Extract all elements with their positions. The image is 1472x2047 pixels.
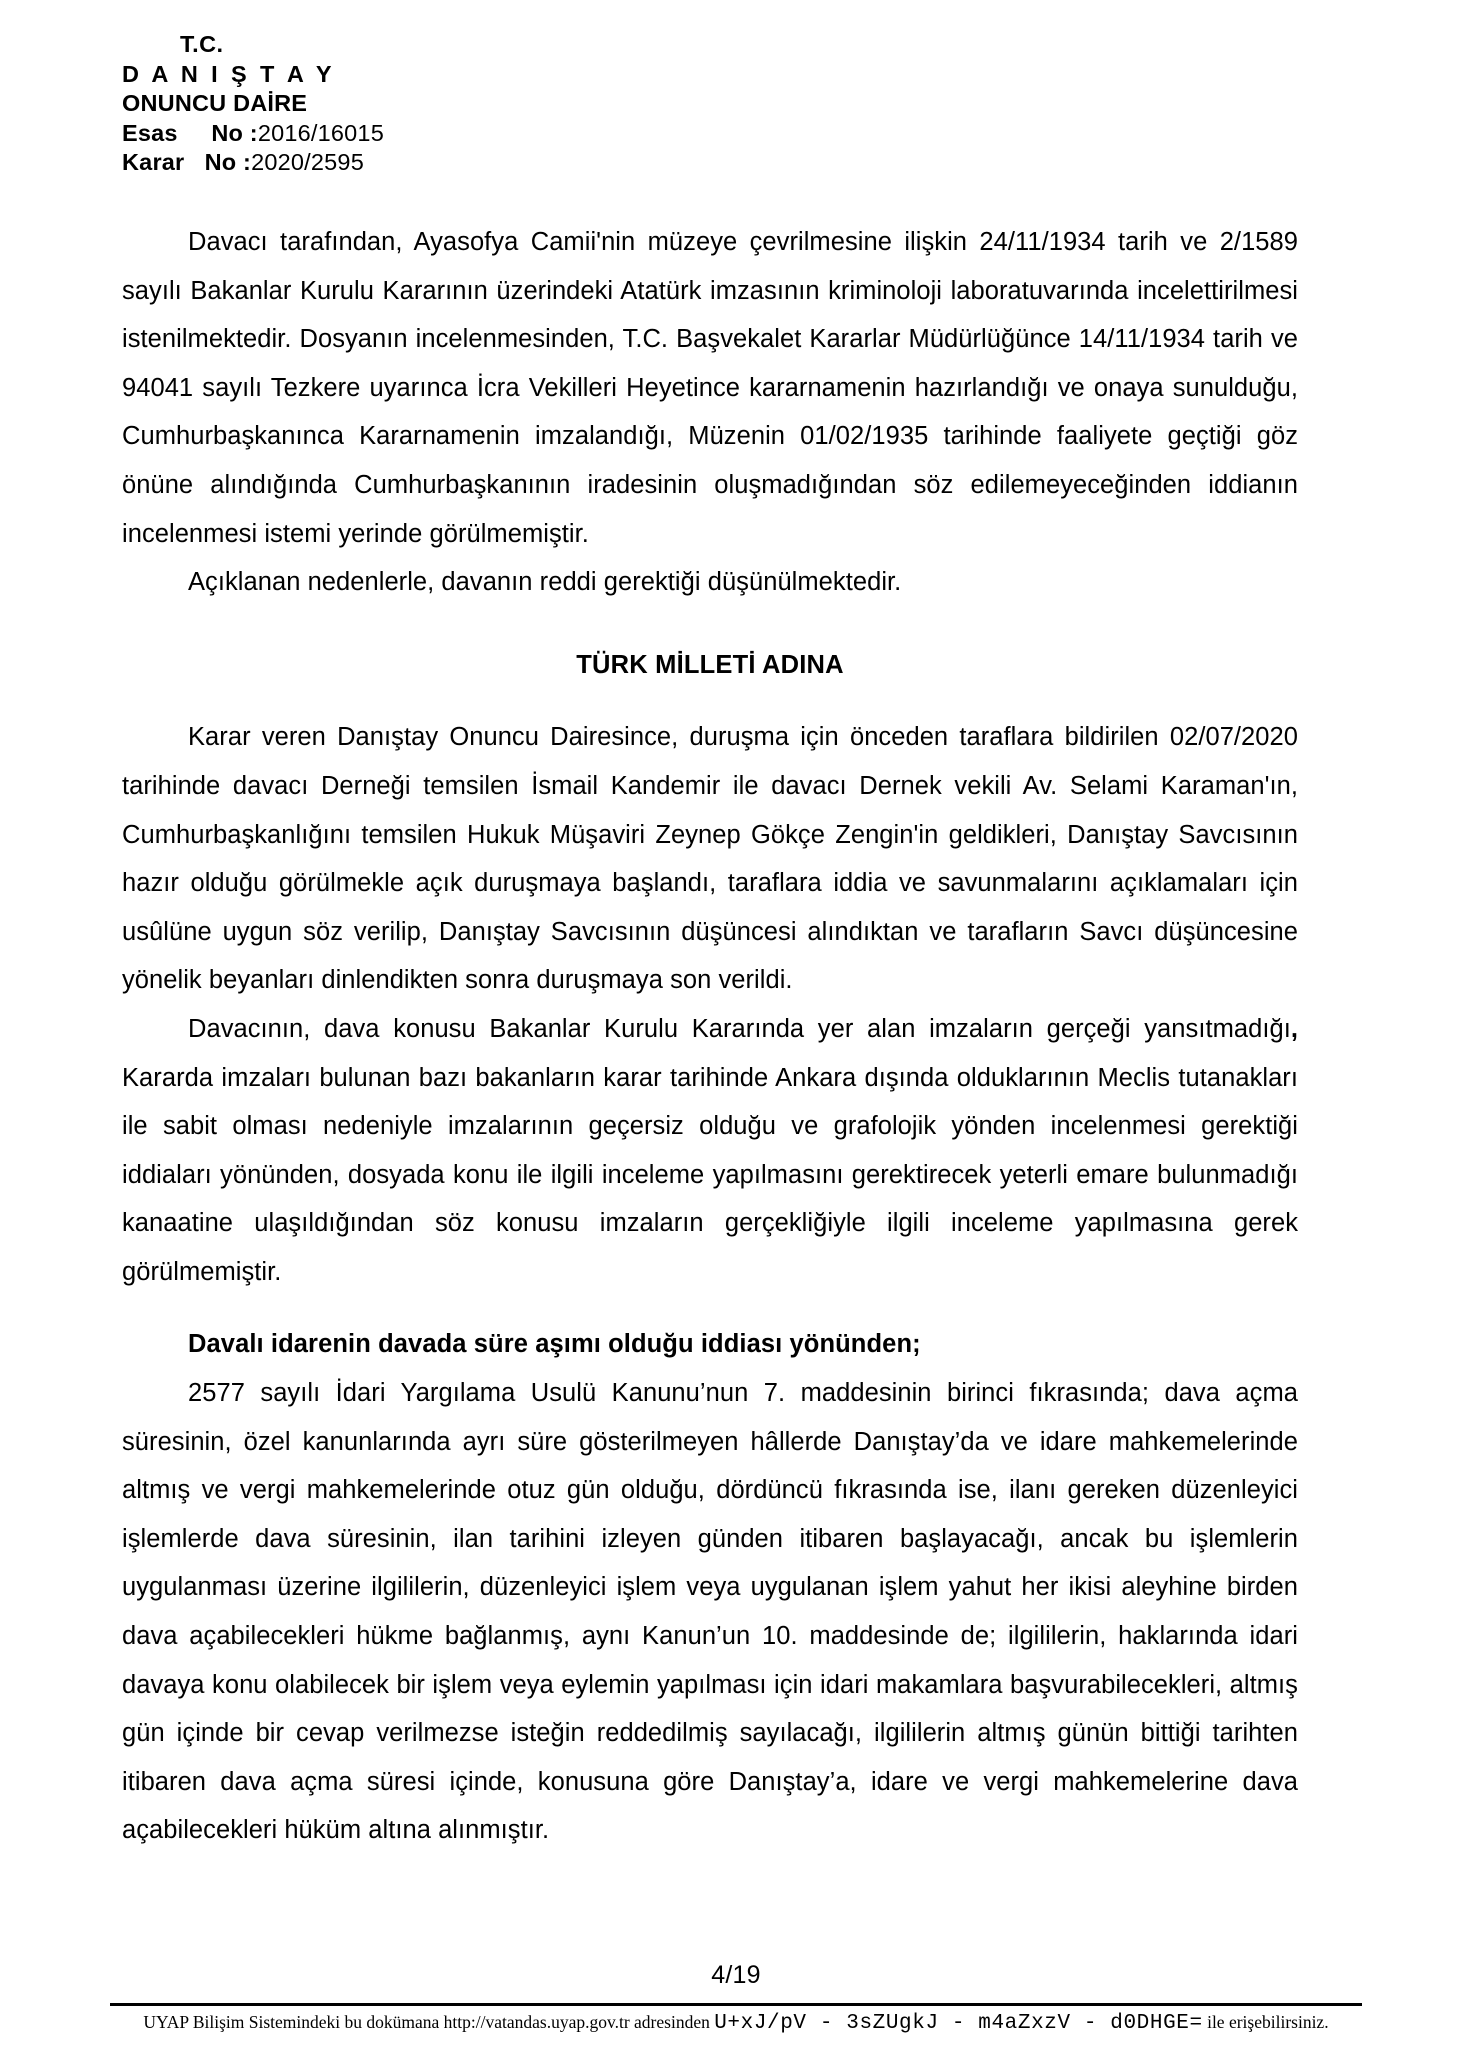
- paragraph-conclusion-request: Açıklanan nedenlerle, davanın reddi gerektiği düşünülmektedir.: [188, 568, 902, 597]
- header-chamber-name: ONUNCU DAİRE: [122, 90, 308, 116]
- spacer-after-heading: [122, 689, 1298, 713]
- paragraph-law-2577-explanation: 2577 sayılı İdari Yargılama Usulü Kanunu’nun 7. maddesinin birinci fıkrasında; dava açma süresinin, özel kanunlarında ayrı süre gösterilmeyen hâllerde Danıştay’da ve idare mahkemelerinde altmış ve vergi mahkemelerinde otuz gün olduğu, dördüncü fıkrasında ise, ilanı gereken düzenleyici işlemlerde dava süresinin, ilan tarihini izleyen günden itibaren başlayacağı, ancak bu işlemlerin uygulanması üzerine ilgililerin, düzenleyici işlem veya uygulanan işlem yahut her ikisi aleyhine birden dava açabilecekleri hükme bağlanmış, aynı Kanun’un 10. maddesinde de; ilgililerin, haklarında idari davaya konu olabilecek bir işlem veya eylemin yapılması için idari makamlara başvurabilecekleri, altmış gün içinde bir cevap verilmezse isteğin reddedilmiş sayılacağı, ilgililerin altmış günün bittiği tarihten itibaren dava açma süresi içinde, konusuna göre Danıştay’a, idare ve vergi mahkemelerine dava açabilecekleri hüküm altına alınmıştır.: [122, 1379, 1298, 1845]
- document-body: [122, 218, 1298, 1855]
- document-header: [122, 30, 742, 178]
- signature-claims-part-2: Kararda imzaları bulunan bazı bakanların karar tarihinde Ankara dışında olduklarının Meclis tutanakları ile sabit olması nedeniyle imzalarının geçersiz olduğu ve grafolojik yönden incelenmesi gerektiği iddiaları yönünden, dosyada konu ile ilgili inceleme yapılmasını gerektirecek yeterli emare bulunmadığı kanaatine ulaşıldığından söz konusu imzaların gerçekliğiyle ilgili inceleme yapılmasına gerek görülmemiştir.: [122, 1063, 1298, 1286]
- esas-number: 2016/16015: [257, 119, 384, 146]
- header-republic: T.C.: [180, 31, 224, 57]
- signature-claims-part-1: Davacının, dava konusu Bakanlar Kurulu Kararında yer alan imzaların gerçeği yansıtmadığı: [188, 1014, 1291, 1043]
- karar-number: 2020/2595: [251, 149, 364, 175]
- header-esas-line: [122, 119, 742, 149]
- footer-verification-line: [110, 2010, 1362, 2036]
- heading-turk-milleti-adina: TÜRK MİLLETİ ADINA: [576, 650, 844, 679]
- footer-text-before: UYAP Bilişim Sistemindeki bu dokümana http://vatandas.uyap.gov.tr adresinden: [143, 2012, 710, 2032]
- page-number: 4/19: [711, 1961, 761, 1989]
- footer-verification-code: U+xJ/pV - 3sZUgkJ - m4aZxzV - d0DHGE=: [714, 2012, 1203, 2035]
- header-karar-line: [122, 148, 742, 178]
- esas-label: Esas No :: [122, 119, 258, 146]
- paragraph-opinion-summary: Davacı tarafından, Ayasofya Camii'nin müzeye çevrilmesine ilişkin 24/11/1934 tarih ve 2/1589 sayılı Bakanlar Kurulu Kararının üzerindeki Atatürk imzasının kriminoloji laboratuvarında incelettirilmesi istenilmektedir. Dosyanın incelenmesinden, T.C. Başvekalet Kararlar Müdürlüğünce 14/11/1934 tarih ve 94041 sayılı Tezkere uyarınca İcra Vekilleri Heyetince kararnamenin hazırlandığı ve onaya sunulduğu, Cumhurbaşkanınca Kararnamenin imzalandığı, Müzenin 01/02/1935 tarihinde faaliyete geçtiği göz önüne alındığında Cumhurbaşkanının iradesinin oluşmadığından söz edilemeyeceğinden iddianın incelenmesi istemi yerinde görülmemiştir.: [122, 228, 1298, 548]
- header-court-name: D A N I Ş T A Y: [122, 60, 335, 87]
- spacer-before-heading: [122, 607, 1298, 641]
- footer-divider: [110, 2003, 1362, 2006]
- karar-label: Karar No :: [122, 149, 252, 175]
- subheading-time-limit-claim: Davalı idarenin davada süre aşımı olduğu iddiası yönünden;: [188, 1330, 921, 1359]
- paragraph-hearing-record: Karar veren Danıştay Onuncu Dairesince, duruşma için önceden taraflara bildirilen 02/07/2020 tarihinde davacı Derneği temsilen İsmail Kandemir ile davacı Dernek vekili Av. Selami Karaman'ın, Cumhurbaşkanlığını temsilen Hukuk Müşaviri Zeynep Gökçe Zengin'in geldikleri, Danıştay Savcısının hazır olduğu görülmekle açık duruşmaya başlandı, taraflara iddia ve savunmalarını açıklamaları için usûlüne uygun söz verilip, Danıştay Savcısının düşüncesi alındıktan ve tarafların Savcı düşüncesine yönelik beyanları dinlendikten sonra duruşmaya son verildi.: [122, 723, 1298, 995]
- footer-text-after: ile erişebilirsiniz.: [1207, 2012, 1329, 2032]
- spacer-before-subheading: [122, 1296, 1298, 1320]
- paragraph-signature-claims: [122, 1005, 1298, 1297]
- signature-claims-bold-comma: ,: [1290, 1014, 1298, 1043]
